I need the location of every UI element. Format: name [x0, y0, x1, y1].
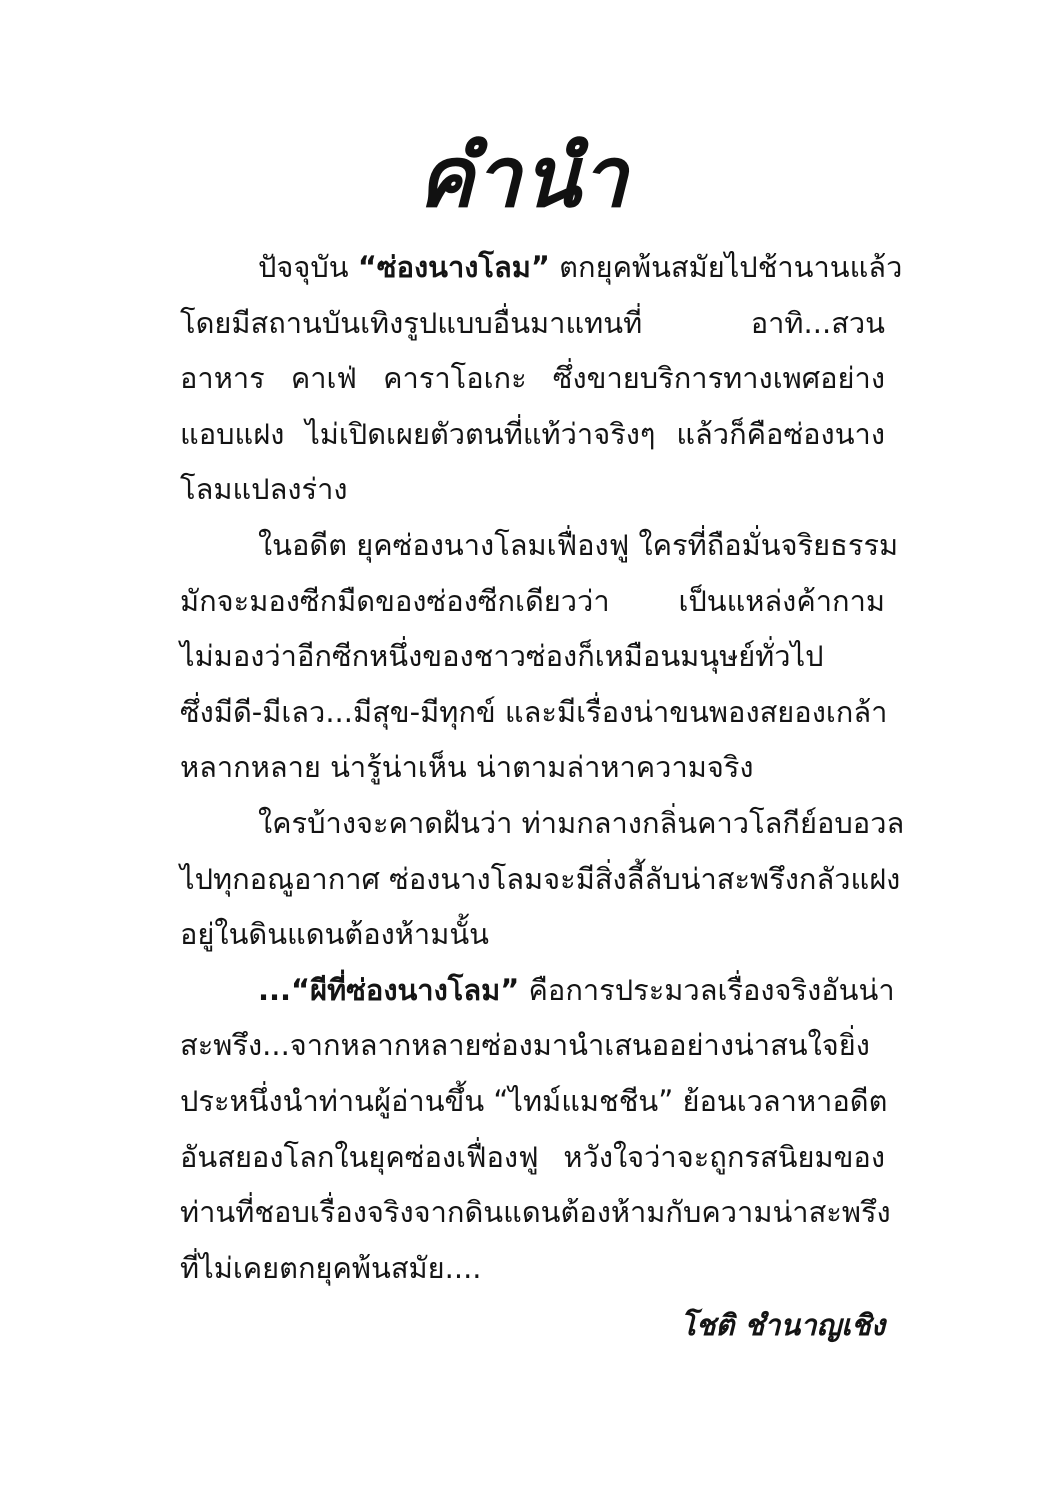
text-segment: แอบแฝง ไม่เปิดเผยตัวตนที่แท้ว่าจริงๆ แล้วก็คือซ่องนาง: [180, 416, 885, 451]
text-line: [180, 1130, 885, 1186]
text-segment: ตกยุคพ้นสมัยไปช้านานแล้ว: [549, 250, 903, 284]
page-title: คำนำ: [417, 127, 630, 226]
text-line: [180, 351, 885, 407]
text-segment: โลมแปลงร่าง: [180, 472, 348, 507]
text-line: [180, 963, 895, 1019]
bold-phrase: “ซ่องนางโลม”: [357, 250, 550, 284]
text-line: [180, 852, 901, 908]
text-line: [180, 907, 885, 963]
text-segment: ไม่มองว่าอีกซีกหนึ่งของชาวซ่องก็เหมือนมนุษย์ทั่วไป: [180, 639, 824, 674]
text-line: [180, 1074, 888, 1130]
bold-phrase: ...“ผีที่ซ่องนางโลม”: [258, 972, 520, 1007]
text-line: [180, 1241, 885, 1297]
text-segment: ซึ่งมีดี-มีเลว...มีสุข-มีทุกข์ และมีเรื่องน่าขนพองสยองเกล้า: [180, 694, 888, 729]
text-segment: ใครบ้างจะคาดฝันว่า ท่ามกลางกลิ่นคาวโลกีย์อบอวล: [258, 805, 905, 840]
text-line: [180, 462, 885, 518]
author-signature: โชติ ชำนาญเชิง: [680, 1308, 885, 1342]
text-line: [180, 296, 885, 352]
text-segment: อันสยองโลกในยุคซ่องเฟื่องฟู หวังใจว่าจะถูกรสนิยมของ: [180, 1139, 885, 1174]
text-segment: ท่านที่ชอบเรื่องจริงจากดินแดนต้องห้ามกับความน่าสะพรึง: [180, 1195, 891, 1230]
text-line: [180, 1018, 885, 1074]
text-segment: อาหาร คาเฟ่ คาราโอเกะ ซึ่งขายบริการทางเพศอย่าง: [180, 361, 885, 396]
text-line: [180, 1185, 891, 1241]
text-line: [180, 740, 885, 796]
text-segment: ในอดีต ยุคซ่องนางโลมเฟื่องฟู ใครที่ถือมั่นจริยธรรม: [258, 527, 899, 562]
text-segment: ประหนึ่งนำท่านผู้อ่านขึ้น “ไทม์แมชชีน” ย้อนเวลาหาอดีต: [180, 1083, 888, 1118]
text-segment: หลากหลาย น่ารู้น่าเห็น น่าตามล่าหาความจริง: [180, 750, 754, 785]
text-line: [180, 574, 885, 630]
text-segment: โดยมีสถานบันเทิงรูปแบบอื่นมาแทนที่ อาทิ...สวน: [180, 305, 885, 340]
text-segment: คือการประมวลเรื่องจริงอันน่า: [519, 972, 895, 1007]
text-segment: สะพรึง...จากหลากหลายซ่องมานำเสนออย่างน่าสนใจยิ่ง: [180, 1028, 870, 1063]
text-segment: ไปทุกอณูอากาศ ซ่องนางโลมจะมีสิ่งลี้ลับน่าสะพรึงกลัวแฝง: [180, 861, 901, 896]
text-segment: มักจะมองซีกมืดของซ่องซีกเดียวว่า เป็นแหล่งค้ากาม: [180, 583, 885, 618]
text-segment: ปัจจุบัน: [258, 250, 358, 284]
text-line: [180, 796, 905, 852]
text-line: [180, 240, 903, 296]
text-segment: อยู่ในดินแดนต้องห้ามนั้น: [180, 917, 489, 952]
text-line: [180, 629, 885, 685]
text-line: [180, 685, 888, 741]
text-line: [180, 518, 899, 574]
body-text: [180, 240, 905, 1296]
text-segment: ที่ไม่เคยตกยุคพ้นสมัย....: [180, 1250, 482, 1285]
text-line: [180, 407, 885, 463]
